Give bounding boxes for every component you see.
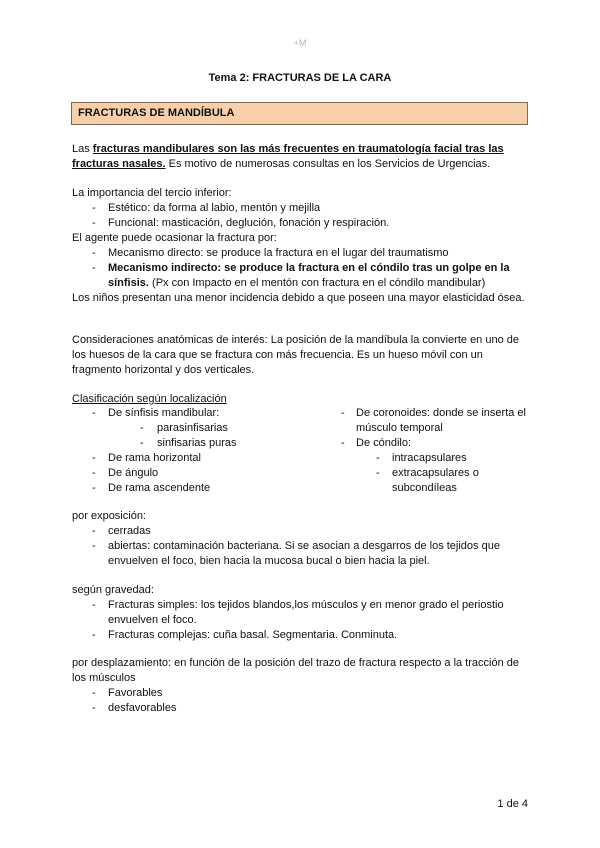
agent-list <box>72 246 532 291</box>
list-item: - Mecanismo directo: se produce la fractura en el lugar del traumatismo <box>72 246 532 261</box>
list-item: - Fracturas complejas: cuña basal. Segmentaria. Conminuta. <box>72 628 532 643</box>
list-item: - desfavorables <box>72 701 532 716</box>
importance-heading: La importancia del tercio inferior: <box>72 187 232 199</box>
list-item <box>72 261 532 291</box>
list-item: - De ángulo <box>72 466 332 481</box>
intro-emphasis: fracturas mandibulares son las más frecuentes en traumatología facial tras las fracturas nasales. <box>72 143 504 170</box>
exposure-block <box>72 509 532 569</box>
document-title: Tema 2: FRACTURAS DE LA CARA <box>208 72 392 84</box>
anatomy-paragraph: Consideraciones anatómicas de interés: La posición de la mandíbula la convierte en uno de los huesos de la cara que se fractura con más frecuencia. Es un hueso móvil con un fragmento horizontal y dos verticales. <box>72 334 520 376</box>
list-item: - De rama ascendente <box>72 481 332 496</box>
list-item: - De cóndilo: <box>338 436 538 451</box>
list-item: - Favorables <box>72 686 532 701</box>
list-item: - parasinfisarias <box>72 421 332 436</box>
header-watermark: +M <box>293 38 307 48</box>
list-item: - De rama horizontal <box>72 451 332 466</box>
list-item: - extracapsulares o subcondíleas <box>338 466 538 496</box>
list-item: - abiertas: contaminación bacteriana. Si se asocian a desgarros de los tejidos que envuelven el foco, bien hacia la mucosa bucal o bien hacia la piel. <box>72 539 532 569</box>
intro-paragraph <box>72 142 532 172</box>
list-item: - De sínfisis mandibular: <box>72 406 332 421</box>
displacement-heading: por desplazamiento: en función de la posición del trazo de fractura respecto a la tracción de los músculos <box>72 657 519 684</box>
intro-pre: Las <box>72 143 93 155</box>
section-heading-box: FRACTURAS DE MANDÍBULA <box>71 102 528 125</box>
list-item: - Funcional: masticación, deglución, fonación y respiración. <box>72 216 532 231</box>
agent-heading: El agente puede ocasionar la fractura por: <box>72 232 277 244</box>
displacement-block <box>72 656 532 716</box>
classification-heading-text: Clasificación según localización <box>72 393 227 405</box>
list-item: - Fracturas simples: los tejidos blandos,los músculos y en menor grado el periostio envuelven el foco. <box>72 598 532 628</box>
agent-item2-rest: (Px con Impacto en el mentón con fractura en el cóndilo mandibular) <box>148 277 486 289</box>
agent-item2-bold: Mecanismo indirecto: se produce la fractura en el cóndilo tras un golpe en la sínfisis. <box>108 262 510 289</box>
severity-heading: según gravedad: <box>72 584 154 596</box>
classification-right-column <box>338 406 538 496</box>
list-item: - intracapsulares <box>338 451 538 466</box>
list-item: - De coronoides: donde se inserta el músculo temporal <box>338 406 538 436</box>
severity-block <box>72 583 532 643</box>
list-item: - cerradas <box>72 524 532 539</box>
importance-list <box>72 201 532 231</box>
intro-post: Es motivo de numerosas consultas en los Servicios de Urgencias. <box>165 158 491 170</box>
importance-block <box>72 186 532 306</box>
list-item: - Estético: da forma al labio, mentón y mejilla <box>72 201 532 216</box>
classification-heading <box>72 392 532 407</box>
page-number: 1 de 4 <box>497 798 528 810</box>
children-note: Los niños presentan una menor incidencia debido a que poseen una mayor elasticidad ósea. <box>72 292 525 304</box>
exposure-heading: por exposición: <box>72 510 146 522</box>
list-item: - sinfisarias puras <box>72 436 332 451</box>
classification-left-column <box>72 406 332 496</box>
